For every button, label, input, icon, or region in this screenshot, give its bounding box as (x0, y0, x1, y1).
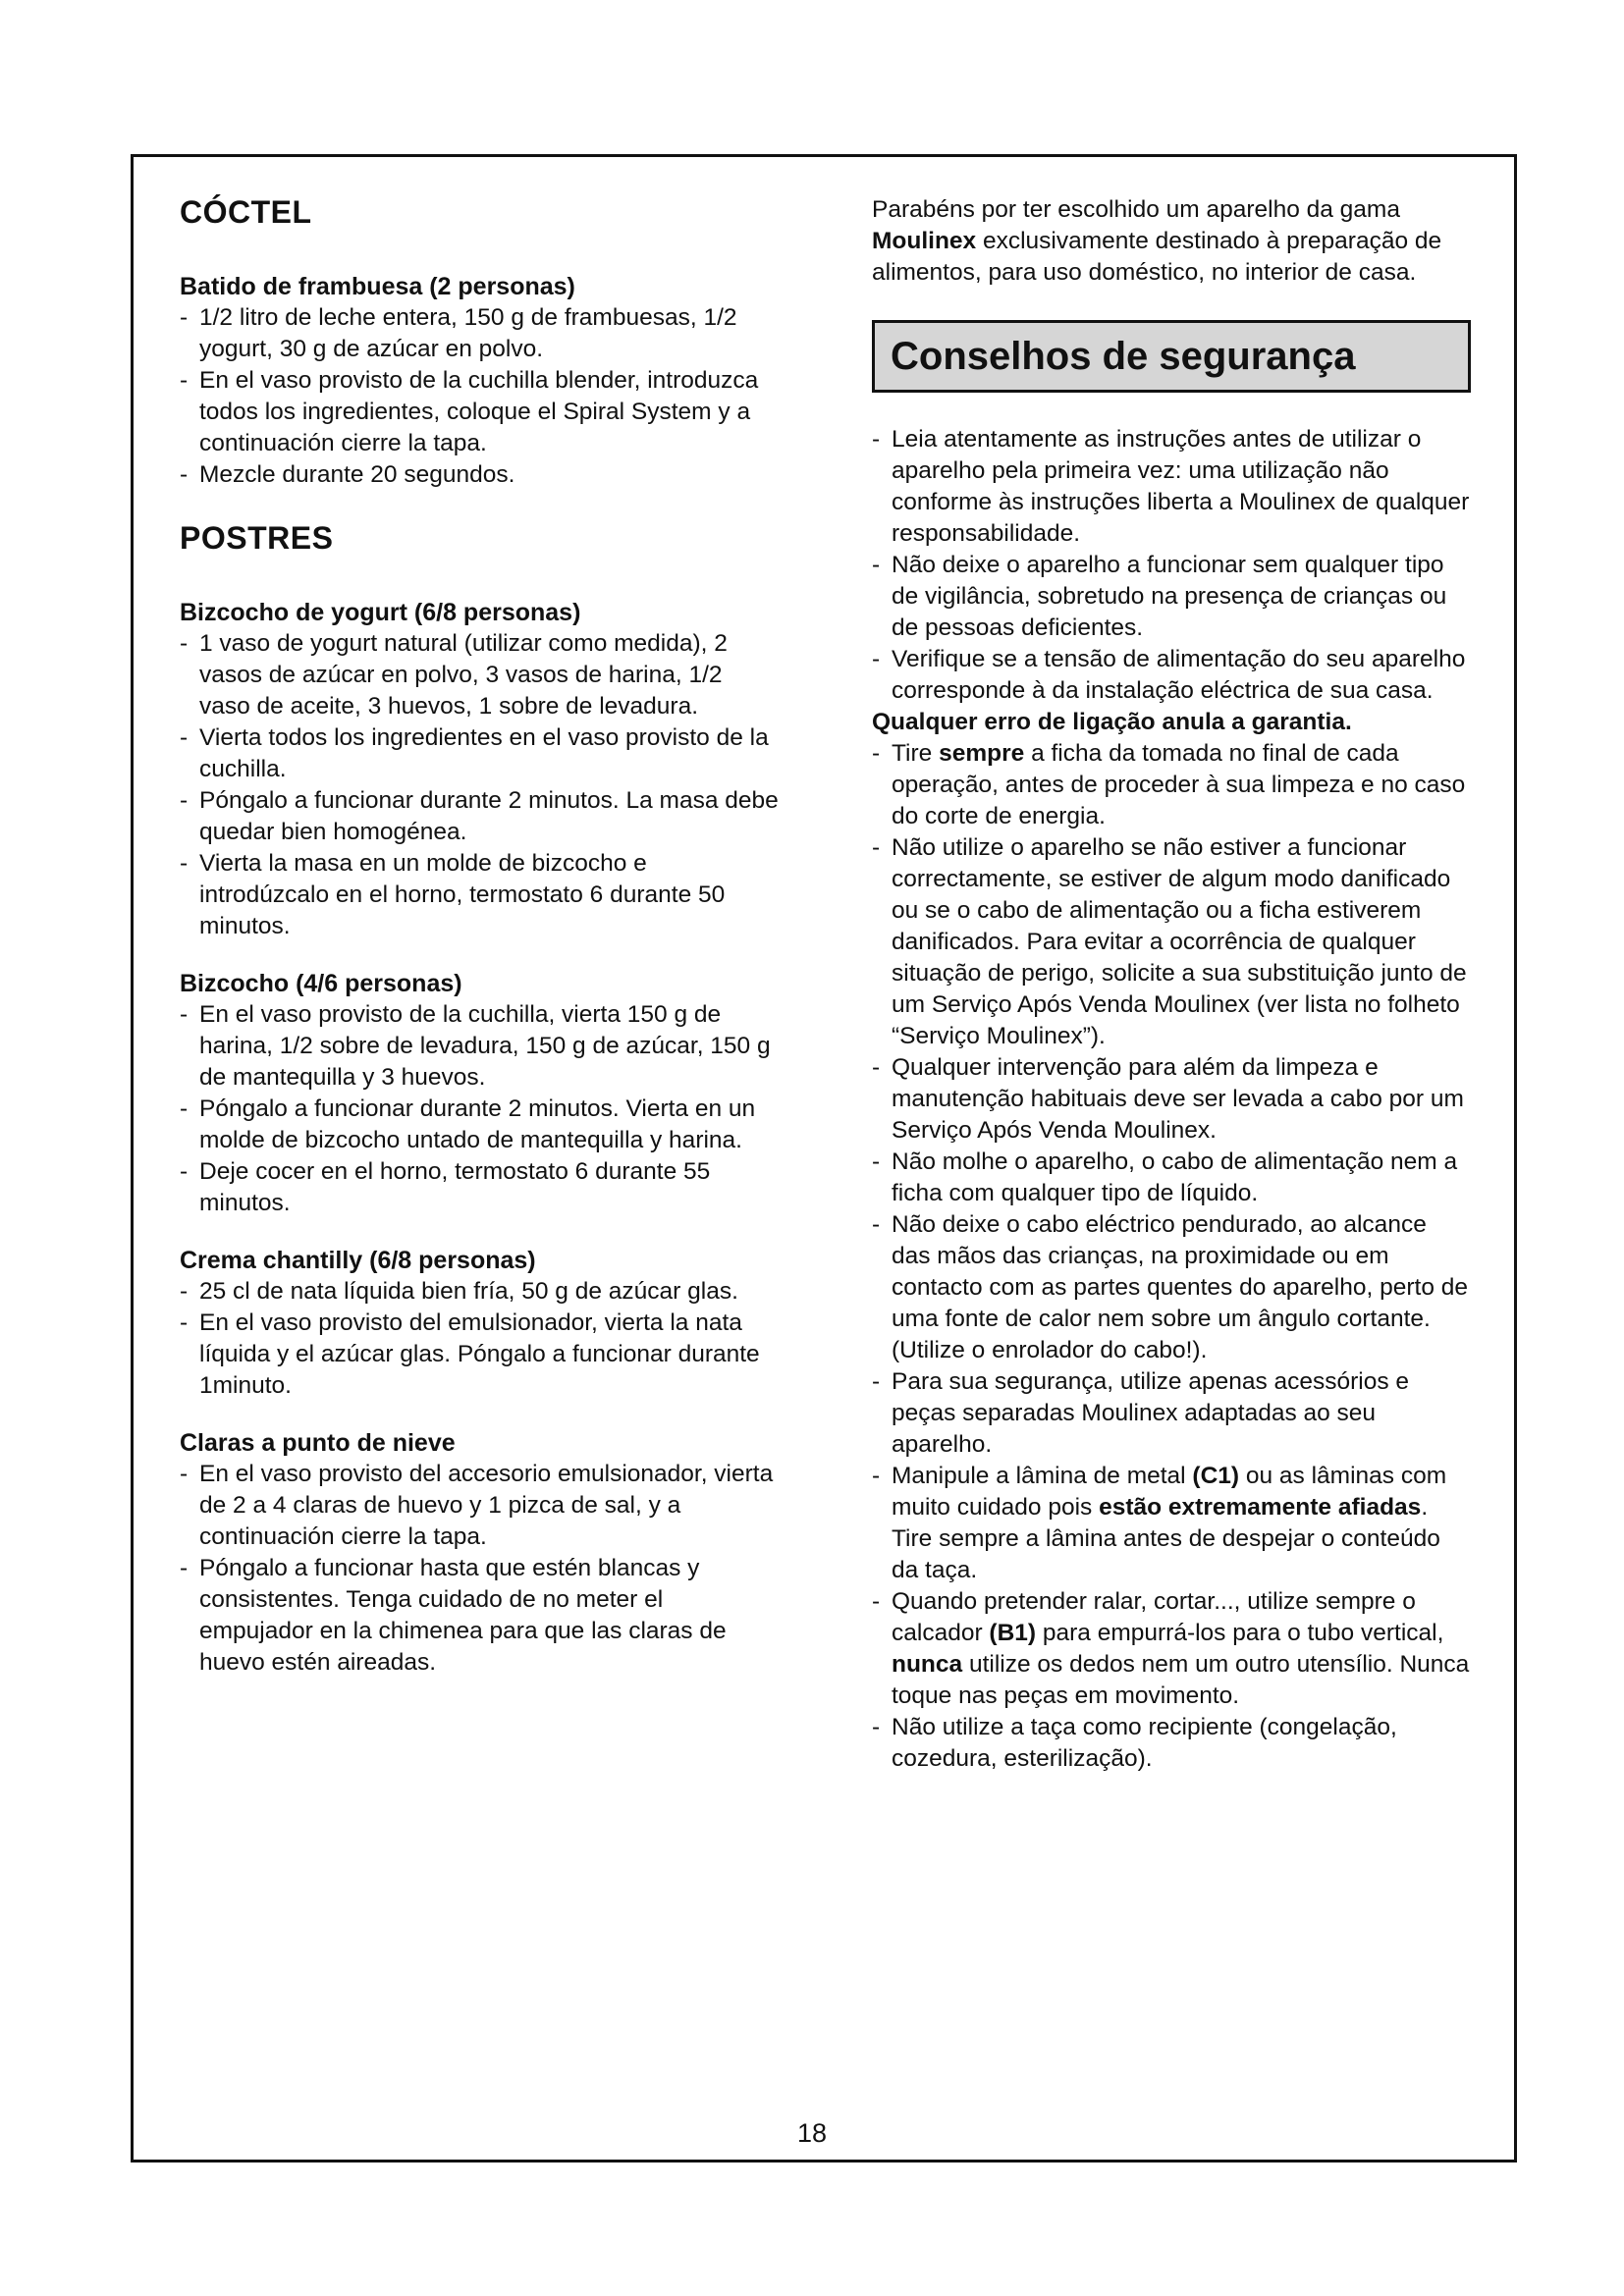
text-fragment: . Tire sempre a lâmina antes de despejar o conteúdo da taça. (892, 1494, 1440, 1583)
recipe-title: Bizcocho (4/6 personas) (180, 970, 462, 997)
list-item: - Leia atentamente as instruções antes de utilizar o aparelho pela primeira vez: uma utilização não conforme às instruções liberta a Moulinex de qualquer responsabilidade. (872, 424, 1471, 550)
section-postres (180, 520, 779, 1679)
safety-title: Conselhos de segurança (891, 335, 1356, 378)
list-item: - Não molhe o aparelho, o cabo de alimentação nem a ficha com qualquer tipo de líquido. (872, 1147, 1471, 1209)
emphasis: estão extremamente afiadas (1099, 1494, 1422, 1521)
recipe-crema-chantilly (180, 1245, 779, 1402)
list-item: - Deje cocer en el horno, termostato 6 durante 55 minutos. (180, 1156, 779, 1219)
emphasis: (B1) (989, 1620, 1037, 1646)
recipe-steps (180, 1459, 779, 1679)
recipe-steps (180, 999, 779, 1219)
recipe-bizcocho (180, 968, 779, 1219)
list-item: - Não utilize a taça como recipiente (congelação, cozedura, esterilização). (872, 1712, 1471, 1775)
recipe-title: Claras a punto de nieve (180, 1429, 456, 1457)
list-item: - Não deixe o aparelho a funcionar sem qualquer tipo de vigilância, sobretudo na presença de crianças ou de pessoas deficientes. (872, 550, 1471, 644)
list-item: - Póngalo a funcionar hasta que estén blancas y consistentes. Tenga cuidado de no meter el empujador en la chimenea para que las claras de huevo estén aireadas. (180, 1553, 779, 1679)
brand-name: Moulinex (872, 228, 977, 254)
list-item: - Qualquer intervenção para além da limpeza e manutenção habituais deve ser levada a cabo por um Serviço Após Venda Moulinex. (872, 1052, 1471, 1147)
text-fragment: ou as lâminas com muito cuidado pois (892, 1463, 1447, 1521)
emphasis: sempre (939, 740, 1025, 767)
list-item: - Não deixe o cabo eléctrico pendurado, ao alcance das mãos das crianças, na proximidade ou em contacto com as partes quentes do aparelho, perto de uma fonte de calor nem sobre um ângulo cortante. (Utilize o enrolador do cabo!). (872, 1209, 1471, 1366)
text-fragment: Tire (892, 740, 940, 767)
section-title-postres: POSTRES (180, 520, 334, 556)
intro-text-before: Parabéns por ter escolhido um aparelho da gama (872, 196, 1400, 223)
recipe-steps (180, 1276, 779, 1402)
right-column (872, 194, 1471, 1775)
emphasis: (C1) (1192, 1463, 1240, 1489)
section-title-coctel: CÓCTEL (180, 194, 312, 230)
list-item: - Não utilize o aparelho se não estiver a funcionar correctamente, se estiver de algum modo danificado ou se o cabo de alimentação ou a ficha estiverem danificados. Para evitar a ocorrência de qualquer situação de perigo, solicite a sua substituição junto de um Serviço Após Venda Moulinex (ver lista no folheto “Serviço Moulinex”). (872, 832, 1471, 1052)
recipe-claras (180, 1427, 779, 1679)
text-fragment: Manipule a lâmina de metal (892, 1463, 1193, 1489)
intro-text-after: exclusivamente destinado à preparação de alimentos, para uso doméstico, no interior de casa. (872, 228, 1442, 286)
safety-heading-box (872, 320, 1471, 393)
recipe-title: Crema chantilly (6/8 personas) (180, 1247, 536, 1274)
text-fragment: Quando pretender ralar, cortar..., utilize sempre o calcador (892, 1588, 1416, 1646)
list-item: - 25 cl de nata líquida bien fría, 50 g de azúcar glas. (180, 1276, 779, 1308)
recipe-steps (180, 302, 779, 491)
list-item: - Para sua segurança, utilize apenas acessórios e peças separadas Moulinex adaptadas ao seu aparelho. (872, 1366, 1471, 1461)
text-fragment: utilize os dedos nem um outro utensílio. Nunca toque nas peças em movimento. (892, 1651, 1470, 1709)
list-item: - Vierta todos los ingredientes en el vaso provisto de la cuchilla. (180, 722, 779, 785)
emphasis: nunca (892, 1651, 963, 1678)
list-item: - Mezcle durante 20 segundos. (180, 459, 779, 491)
list-item: - 1/2 litro de leche entera, 150 g de frambuesas, 1/2 yogurt, 30 g de azúcar en polvo. (180, 302, 779, 365)
list-item: - Vierta la masa en un molde de bizcocho e introdúzcalo en el horno, termostato 6 durante 50 minutos. (180, 848, 779, 942)
recipe-bizcocho-yogurt (180, 597, 779, 942)
text-fragment: para empurrá-los para o tubo vertical, (1036, 1620, 1444, 1646)
recipe-batido (180, 271, 779, 491)
list-item: - En el vaso provisto de la cuchilla blender, introduzca todos los ingredientes, coloque el Spiral System y a continuación cierre la tapa. (180, 365, 779, 459)
list-item: - En el vaso provisto del accesorio emulsionador, vierta de 2 a 4 claras de huevo y 1 pizca de sal, y a continuación cierre la tapa. (180, 1459, 779, 1553)
warranty-notice: Qualquer erro de ligação anula a garantia. (872, 709, 1352, 735)
list-item: - Verifique se a tensão de alimentação do seu aparelho corresponde à da instalação eléctrica de sua casa. (872, 644, 1471, 707)
list-item: - Póngalo a funcionar durante 2 minutos. La masa debe quedar bien homogénea. (180, 785, 779, 848)
list-item: - En el vaso provisto del emulsionador, vierta la nata líquida y el azúcar glas. Póngalo a funcionar durante 1minuto. (180, 1308, 779, 1402)
list-item: - 1 vaso de yogurt natural (utilizar como medida), 2 vasos de azúcar en polvo, 3 vasos de harina, 1/2 vaso de aceite, 3 huevos, 1 sobre de levadura. (180, 628, 779, 722)
left-column (180, 194, 779, 1708)
safety-list-a (872, 424, 1471, 707)
list-item (872, 1586, 1471, 1712)
recipe-title: Batido de frambuesa (2 personas) (180, 273, 575, 300)
list-item: - En el vaso provisto de la cuchilla, vierta 150 g de harina, 1/2 sobre de levadura, 150 g de azúcar, 150 g de mantequilla y 3 huevos. (180, 999, 779, 1094)
safety-list-b (872, 738, 1471, 1775)
recipe-title: Bizcocho de yogurt (6/8 personas) (180, 599, 581, 626)
list-item: - Póngalo a funcionar durante 2 minutos. Vierta en un molde de bizcocho untado de mantequilla y harina. (180, 1094, 779, 1156)
text-fragment: a ficha da tomada no final de cada operação, antes de proceder à sua limpeza e no caso do corte de energia. (892, 740, 1466, 829)
section-coctel (180, 194, 779, 491)
intro-paragraph (872, 194, 1471, 289)
list-item (872, 1461, 1471, 1586)
page-number: 18 (796, 2118, 828, 2148)
recipe-steps (180, 628, 779, 942)
list-item (872, 738, 1471, 832)
